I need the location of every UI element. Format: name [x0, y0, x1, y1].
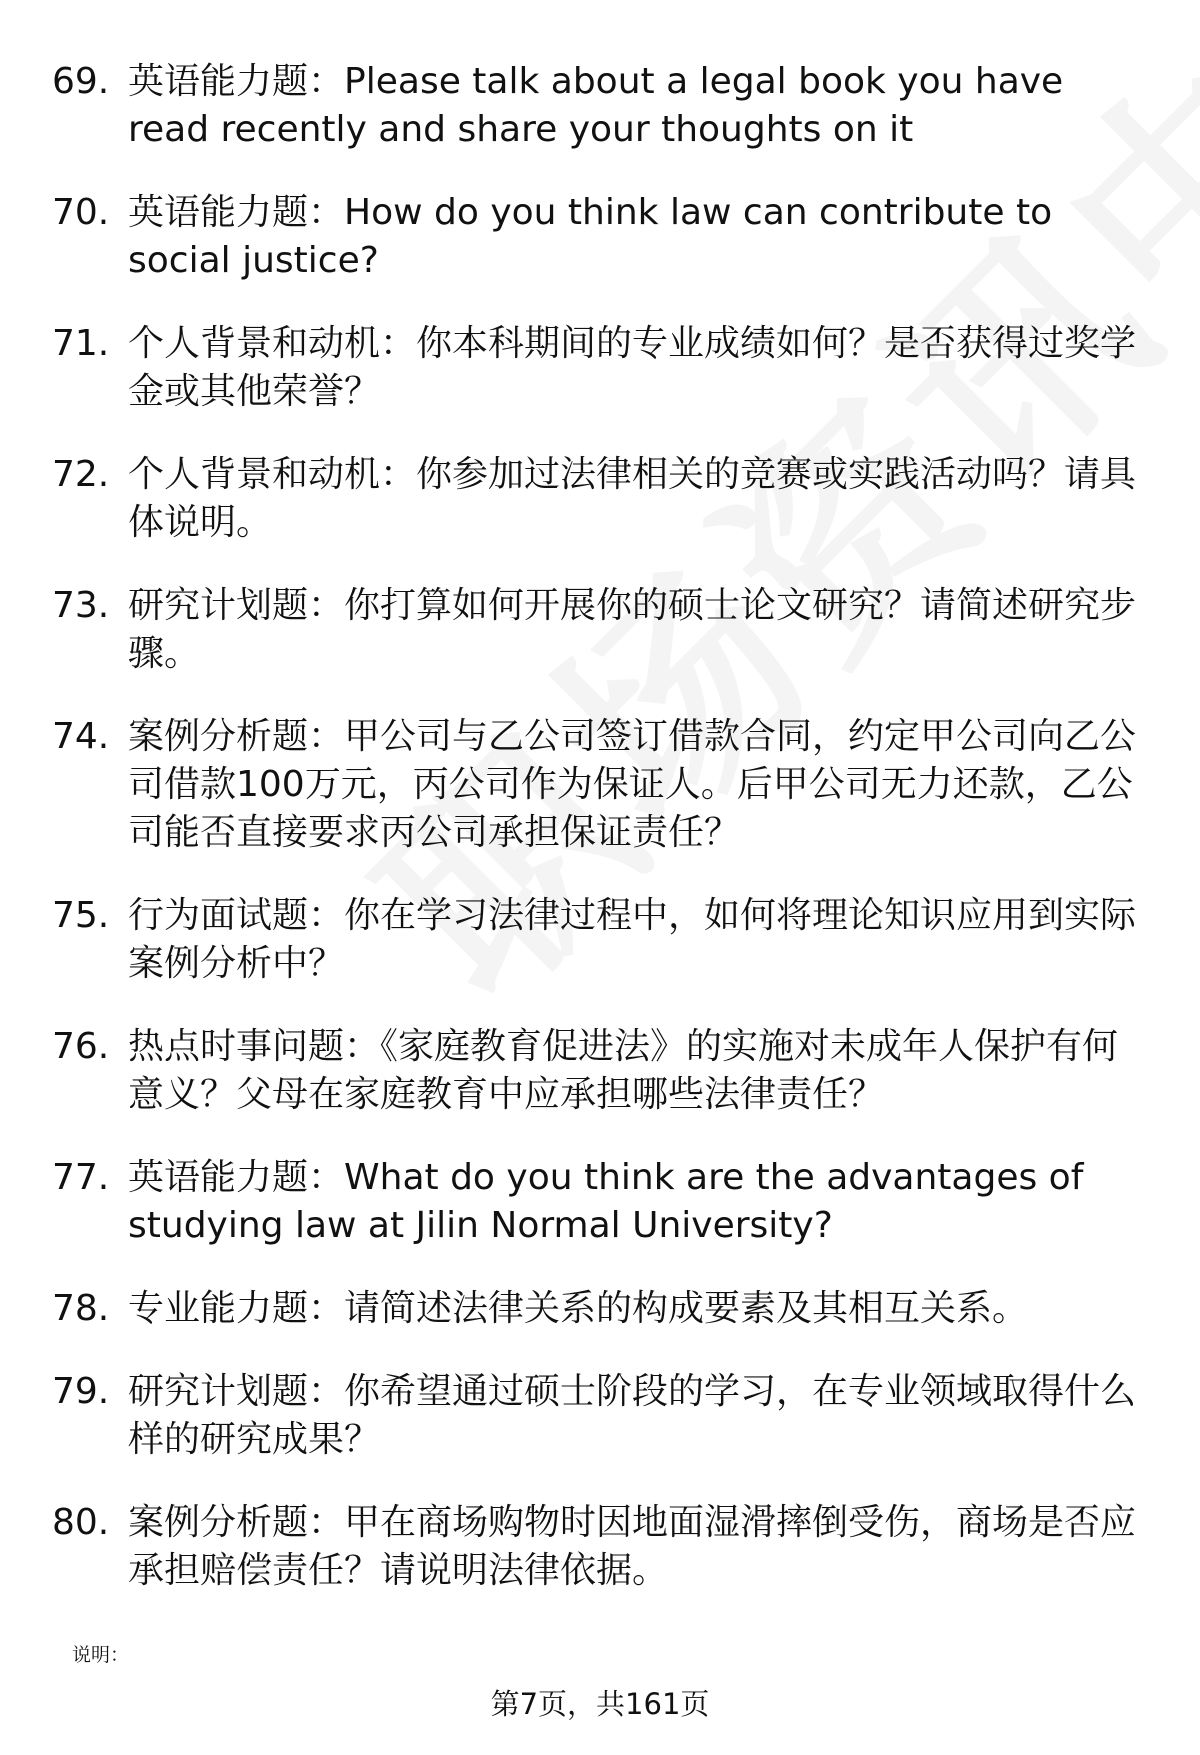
question-category: 英语能力题 [128, 61, 309, 102]
question-item [52, 892, 1142, 988]
question-number: 75. [52, 895, 110, 936]
question-text: 你参加过法律相关的竞赛或实践活动吗？请具体说明。 [128, 454, 1137, 543]
question-separator: ： [308, 585, 345, 626]
question-text: 你打算如何开展你的硕士论文研究？请简述研究步骤。 [128, 585, 1137, 674]
question-number: 69. [52, 61, 110, 102]
question-text: 甲在商场购物时因地面湿滑摔倒受伤，商场是否应承担赔偿责任？请说明法律依据。 [128, 1502, 1137, 1591]
question-number: 74. [52, 716, 110, 757]
question-separator: ： [308, 61, 345, 102]
question-number: 70. [52, 192, 110, 233]
question-number: 80. [52, 1502, 110, 1543]
question-text: 甲公司与乙公司签订借款合同，约定甲公司向乙公司借款100万元，丙公司作为保证人。后甲公司无力还款，乙公司能否直接要求丙公司承担保证责任？ [128, 716, 1137, 853]
question-number: 79. [52, 1371, 110, 1412]
question-number: 78. [52, 1288, 110, 1329]
question-text: 《家庭教育促进法》的实施对未成年人保护有何意义？父母在家庭教育中应承担哪些法律责任？ [128, 1026, 1119, 1115]
question-number: 71. [52, 323, 110, 364]
question-item [52, 1499, 1142, 1595]
question-text: Please talk about a legal book you have read recently and share your thoughts on it [128, 61, 1064, 150]
question-item [52, 1368, 1142, 1464]
question-item [52, 713, 1142, 857]
question-item [52, 1154, 1142, 1250]
question-category: 研究计划题 [128, 585, 309, 626]
question-separator: ： [308, 1288, 345, 1329]
page-number: 第7页，共161页 [490, 1687, 710, 1721]
question-item [52, 1285, 1142, 1333]
question-number: 72. [52, 454, 110, 495]
question-item [52, 451, 1142, 547]
question-category: 案例分析题 [128, 716, 309, 757]
question-text: What do you think are the advantages of studying law at Jilin Normal University? [128, 1157, 1084, 1246]
question-text: 你在学习法律过程中，如何将理论知识应用到实际案例分析中？ [128, 895, 1137, 984]
question-category: 研究计划题 [128, 1371, 309, 1412]
question-separator: ： [308, 1502, 345, 1543]
question-separator: ： [308, 895, 345, 936]
question-category: 行为面试题 [128, 895, 309, 936]
question-text: 你本科期间的专业成绩如何？是否获得过奖学金或其他荣誉？ [128, 323, 1137, 412]
question-separator: ： [308, 192, 345, 233]
question-item [52, 582, 1142, 678]
question-category: 专业能力题 [128, 1288, 309, 1329]
question-separator: ： [308, 1371, 345, 1412]
question-number: 76. [52, 1026, 110, 1067]
question-separator: ： [308, 1157, 345, 1198]
question-item [52, 58, 1142, 154]
question-text: How do you think law can contribute to social justice? [128, 192, 1053, 281]
question-number: 73. [52, 585, 110, 626]
note-label: 说明： [72, 1644, 130, 1666]
question-separator: ： [380, 323, 417, 364]
question-category: 个人背景和动机 [128, 454, 381, 495]
question-list [52, 58, 1142, 1630]
question-number: 77. [52, 1157, 110, 1198]
question-category: 案例分析题 [128, 1502, 309, 1543]
question-category: 热点时事问题 [128, 1026, 345, 1067]
question-separator: ： [308, 716, 345, 757]
question-item [52, 1023, 1142, 1119]
question-item [52, 320, 1142, 416]
question-category: 个人背景和动机 [128, 323, 381, 364]
question-separator: ： [344, 1026, 381, 1067]
question-text: 请简述法律关系的构成要素及其相互关系。 [344, 1288, 1029, 1329]
question-category: 英语能力题 [128, 192, 309, 233]
question-item [52, 189, 1142, 285]
question-text: 你希望通过硕士阶段的学习，在专业领域取得什么样的研究成果？ [128, 1371, 1137, 1460]
question-category: 英语能力题 [128, 1157, 309, 1198]
question-separator: ： [380, 454, 417, 495]
